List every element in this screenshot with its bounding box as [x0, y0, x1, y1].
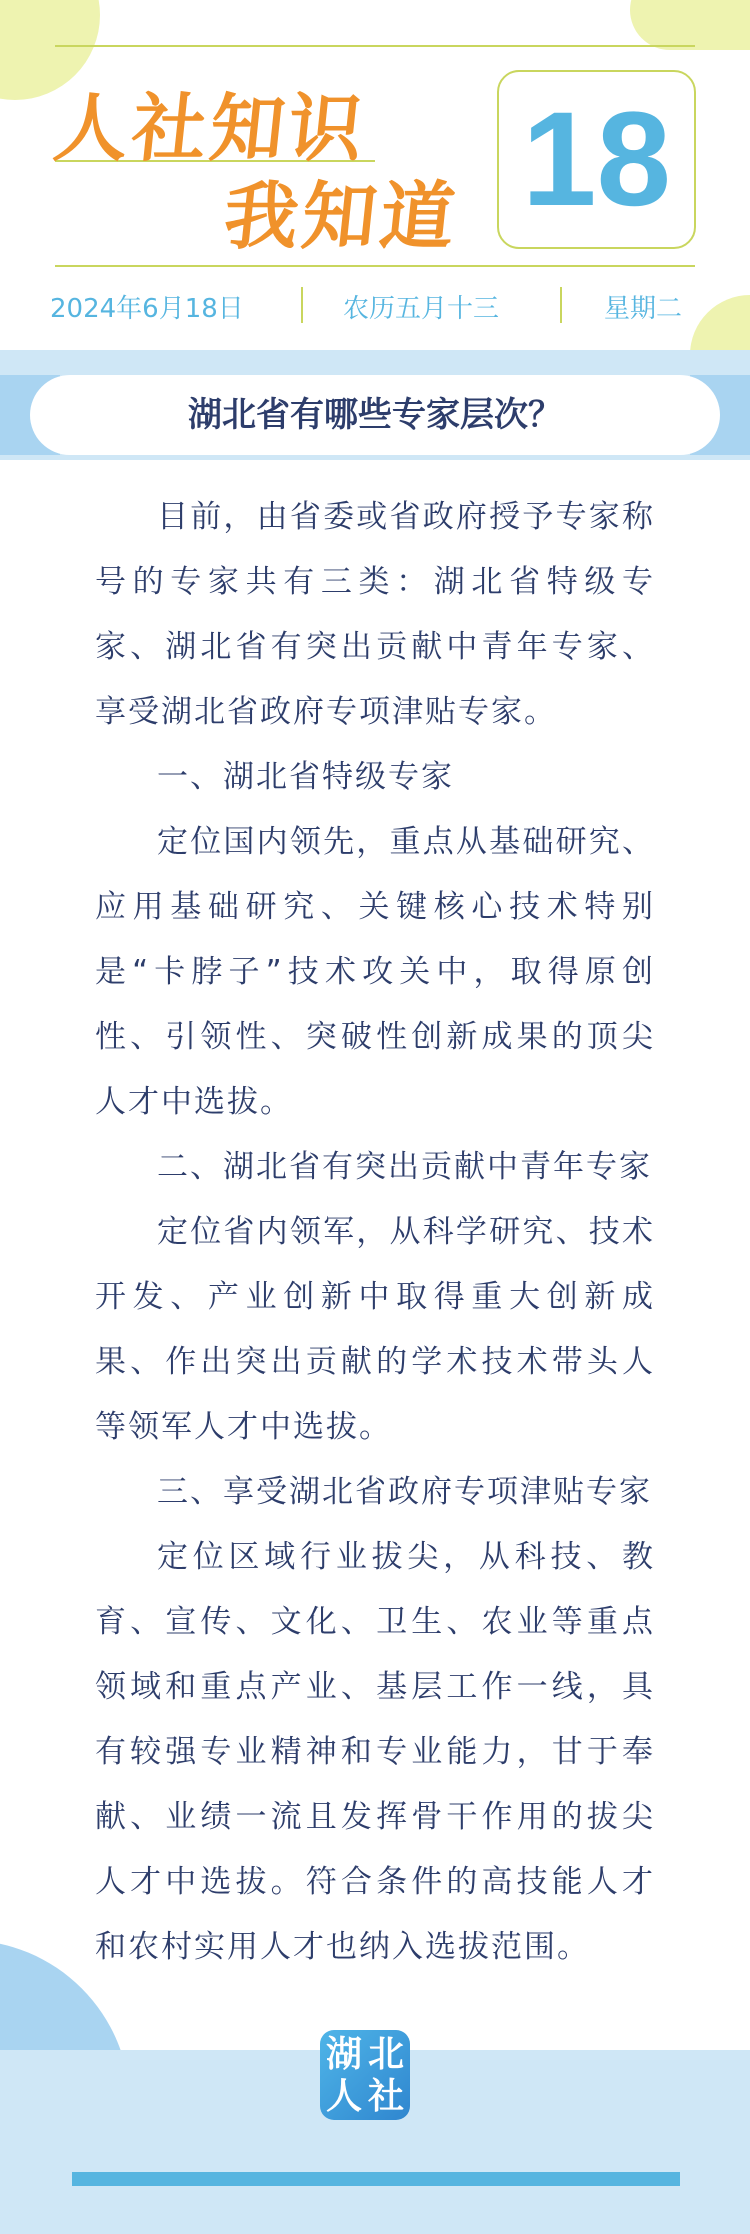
- divider-line: [55, 265, 695, 267]
- section-body-3: 定位区域行业拔尖，从科技、教育、宣传、文化、卫生、农业等重点领域和重点产业、基层工作一线，具有较强专业精神和专业能力，甘于奉献、业绩一流且发挥骨干作用的拔尖人才中选拔。符合条件的高技能人才和农村实用人才也纳入选拔范围。: [95, 1539, 655, 1965]
- header-title-line2: 我知道: [219, 174, 463, 260]
- bottom-bar: [72, 2172, 680, 2186]
- section-heading-2: 二、湖北省有突出贡献中青年专家: [157, 1149, 652, 1185]
- logo-char: 社: [368, 2075, 405, 2117]
- logo-char: 北: [368, 2033, 405, 2075]
- question-bar: [0, 375, 750, 455]
- section-body-2: 定位省内领军，从科学研究、技术开发、产业创新中取得重大创新成果、作出突出贡献的学术技术带头人等领军人才中选拔。: [95, 1214, 655, 1445]
- issue-number-box: [497, 70, 696, 249]
- hubei-renshe-logo: [320, 2030, 410, 2120]
- section-body-1: 定位国内领先，重点从基础研究、应用基础研究、关键核心技术特别是“卡脖子”技术攻关中，取得原创性、引领性、突破性创新成果的顶尖人才中选拔。: [95, 824, 655, 1120]
- header-title-line1: 人社知识: [49, 86, 371, 172]
- weekday: 星期二: [604, 294, 683, 324]
- header: [0, 0, 750, 350]
- separator: [560, 287, 562, 323]
- divider-line: [55, 45, 695, 47]
- section-heading-1: 一、湖北省特级专家: [157, 759, 454, 795]
- logo-char: 湖: [326, 2033, 363, 2075]
- separator: [301, 287, 303, 323]
- date: 2024年6月18日: [50, 294, 244, 324]
- issue-number: 18: [521, 85, 672, 234]
- section-heading-3: 三、享受湖北省政府专项津贴专家: [157, 1474, 652, 1510]
- decorative-blob: [690, 295, 750, 350]
- lunar-date: 农历五月十三: [343, 294, 500, 324]
- logo-char: 人: [326, 2075, 363, 2117]
- question-title: 湖北省有哪些专家层次？: [188, 395, 562, 435]
- decorative-blob: [630, 0, 750, 50]
- intro-paragraph: 目前，由省委或省政府授予专家称号的专家共有三类：湖北省特级专家、湖北省有突出贡献中青年专家、享受湖北省政府专项津贴专家。: [95, 499, 655, 730]
